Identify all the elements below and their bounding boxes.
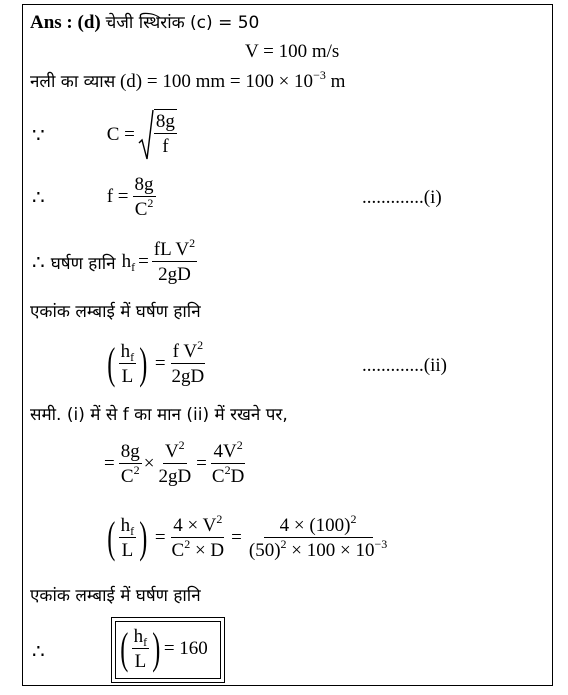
ratio-numerator: $h_f$ [120, 341, 135, 364]
left-paren-2: ( [107, 513, 116, 562]
sqrt-numerator: 8g [155, 111, 175, 132]
f-denominator: $C^2$ [134, 196, 154, 220]
sqrt-expression [138, 109, 177, 161]
eq4-numeric-numerator: $4 \times (100)^2$ [264, 516, 373, 538]
f-equals: f = [106, 186, 129, 207]
friction-loss-label: घर्षण हानि [50, 253, 116, 274]
head-loss-denominator: 2gD [158, 264, 191, 285]
hf-symbol: $h_f$ [121, 251, 136, 274]
pipe-unit: m [325, 71, 346, 92]
result-row [117, 621, 208, 677]
equals-sign-2: = [154, 353, 166, 374]
eq3-c-denominator: $C^2D$ [211, 463, 245, 487]
head-loss-fraction [152, 236, 197, 285]
equals-sign: = [138, 251, 149, 272]
eq4-numeric-denominator: $(50)^2 \times 100 \times 10^{-3}$ [248, 537, 388, 561]
numeric-substitution-row [104, 505, 389, 571]
eq4-numeric-fraction [247, 512, 389, 561]
substitution-equation-row [104, 437, 246, 491]
f-fraction [133, 175, 156, 219]
substitution-text: समी. (i) में से f का मान (ii) में रखने पर, [30, 405, 288, 425]
eq4-denominator: $C^2 \times D$ [171, 537, 225, 561]
because-symbol: ∵ [32, 124, 45, 147]
ratio-fraction-3 [132, 627, 150, 671]
friction-factor-row [32, 172, 156, 222]
left-paren-3: ( [120, 624, 129, 673]
per-unit-length-heading-2: एकांक लम्बाई में घर्षण हानि [30, 586, 201, 606]
therefore-symbol-2: ∴ [32, 251, 45, 274]
therefore-symbol: ∴ [32, 186, 45, 209]
eq4-fraction [170, 512, 227, 561]
ratio-numerator-3: $h_f$ [133, 626, 148, 649]
sqrt-denominator: f [162, 136, 169, 157]
left-paren: ( [107, 339, 116, 388]
equals-sign-5: = [154, 527, 166, 548]
ratio-denominator-2: L [121, 540, 134, 561]
chezy-constant-text: चेजी स्थिरांक (c) = 50 [105, 13, 260, 33]
answer-label: Ans : (d) [30, 12, 101, 33]
equals-sign-6: = [231, 527, 242, 548]
right-paren-3: ) [152, 624, 161, 673]
eq3-b-numerator: $V^2$ [164, 438, 185, 462]
ratio-denominator: L [121, 366, 134, 387]
head-loss-row [32, 236, 197, 288]
ratio-fraction [119, 342, 137, 386]
therefore-symbol-3: ∴ [32, 641, 45, 663]
times-sign: × [143, 453, 155, 474]
eq3-fraction-c [210, 438, 246, 487]
eq4-numerator: $4 \times V^2$ [173, 512, 223, 536]
equation-ii-label: .............(ii) [362, 355, 447, 376]
ratio-denominator-3: L [134, 651, 147, 672]
fv-fraction [170, 338, 207, 387]
eq3-c-numerator: $4V^2$ [213, 438, 243, 462]
eq3-a-numerator: 8g [120, 441, 140, 462]
ratio-numerator-2: $h_f$ [120, 515, 135, 538]
head-loss-numerator: fL $V^2$ [153, 236, 196, 260]
answer-line [30, 13, 259, 32]
velocity-line: V = 100 m/s [245, 41, 340, 62]
eq3-a-denominator: $C^2$ [120, 463, 140, 487]
pipe-diameter-line [30, 68, 346, 92]
eq3-fraction-a [119, 442, 142, 486]
equation-i-label: .............(i) [362, 187, 442, 208]
ratio-fraction-2 [119, 516, 137, 560]
chezy-formula-row [32, 107, 177, 163]
c-equals: C = [106, 124, 135, 145]
fv-denominator: 2gD [171, 366, 205, 387]
result-value: = 160 [163, 638, 208, 659]
eq3-b-denominator: 2gD [158, 466, 192, 487]
pipe-exponent: −3 [313, 68, 326, 82]
sqrt-fraction [154, 109, 177, 161]
right-paren: ) [139, 339, 148, 388]
fv-numerator: f $V^2$ [172, 338, 204, 362]
radical-sign-icon [138, 109, 154, 161]
per-length-loss-row [104, 334, 206, 394]
equals-sign-4: = [196, 453, 207, 474]
per-unit-length-heading: एकांक लम्बाई में घर्षण हानि [30, 302, 201, 322]
pipe-diameter-value: (d) = 100 mm = 100 × 10 [119, 71, 314, 92]
f-numerator: 8g [134, 174, 154, 195]
eq3-fraction-b [156, 438, 193, 487]
pipe-diameter-label: नली का व्यास [30, 72, 116, 92]
right-paren-2: ) [139, 513, 148, 562]
equals-sign-3: = [104, 453, 115, 474]
